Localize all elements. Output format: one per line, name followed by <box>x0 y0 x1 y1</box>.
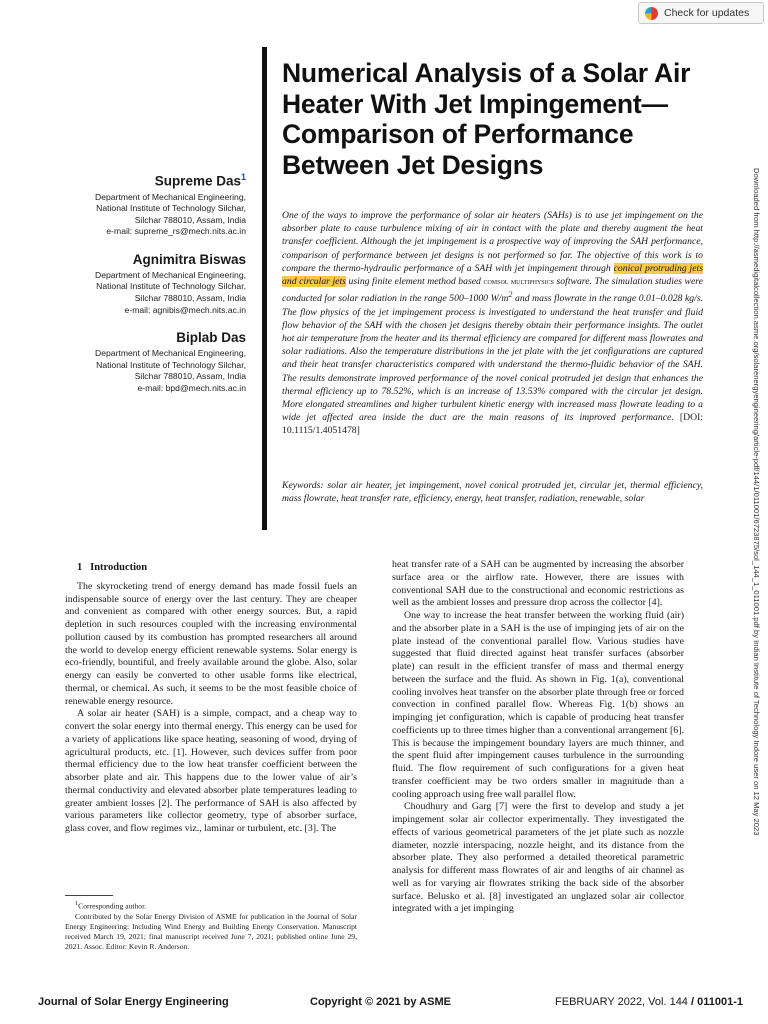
keywords-text: solar air heater, jet impingement, novel conical protruded jet, circular jet, thermal efficiency, mass flowrate, heat transfer rate, efficiency, energy, heat transfer, radiation, renewable, solar <box>282 480 703 505</box>
keywords <box>282 479 703 505</box>
author-address: Silchar 788010, Assam, India <box>134 371 246 382</box>
author-name: Biplab Das <box>176 330 246 346</box>
copyright: Copyright © 2021 by ASME <box>310 996 451 1008</box>
author-block <box>80 172 246 238</box>
footnote-contributed: Contributed by the Solar Energy Division of ASME for publication in the Journal of Solar Energy Engineering: Including Wind Energy and Building Energy Conservation. Manuscript received March 19, 2021; final manuscript received June 7, 2021; published online June 29, 2021. Assoc. Editor: Kevin R. Anderson. <box>65 911 357 951</box>
download-watermark: Downloaded from http://asmedigitalcollection.asme.org/solarenergyengineering/article-pdf/144/1/011001/6723875/sol_144_1_011001.pdf by Indian Institute of Technology Indore user on 12 May 2023 <box>752 168 761 836</box>
paragraph: One way to increase the heat transfer between the working fluid (air) and the absorber plate in a SAH is the use of impinging jets of air on the plate instead of the conventional parallel flow. Various studies have suggested that fluid directed against heat transfer surfaces (absorber plate) can result in the efficient transfer of mass and thermal energy between the surface and the fluid. As shown in Fig. 1(a), conventional cooling involves heat transfer on the absorber plate through free or forced convection in confined parallel flow. Whereas Fig. 1(b) shows an impinging jet configuration, which is capable of producing heat transfer coefficients up to three times higher than a conventional arrangement [6]. This is because the impingement boundary layers are much thinner, and the spent fluid after impingement causes turbulence in the surrounding fluid. The flow requirement of such configurations for a given heat transfer coefficient may be two orders smaller in magnitude than a cooling approach using free wall parallel flow. <box>392 610 684 800</box>
software-name: comsol multiphysics <box>483 276 554 287</box>
check-for-updates-button[interactable] <box>638 2 764 24</box>
title-rule <box>262 47 267 530</box>
body-column-left <box>65 562 357 836</box>
author-affiliation: National Institute of Technology Silchar, <box>96 281 246 292</box>
paragraph: heat transfer rate of a SAH can be augmented by increasing the absorber surface area or the airflow rate. However, there are issues with conventional SAH due to the constructional and economic restrictions as well as the ambient losses and pressure drop across the collector [4]. <box>392 559 684 609</box>
footnote <box>65 899 357 952</box>
author-affiliation: Department of Mechanical Engineering, <box>95 269 246 280</box>
author-affiliation: Department of Mechanical Engineering, <box>95 348 246 359</box>
doi[interactable]: [DOI: 10.1115/1.4051478] <box>282 412 704 437</box>
paragraph: A solar air heater (SAH) is a simple, compact, and a cheap way to convert the solar energy into thermal energy. This energy can be used for a variety of applications like space heating, seasoning of wood, drying of agricultural products, etc. [1]. However, such devices suffer from poor thermal efficiency due to the low heat transfer coefficient between the absorber plate and air. This happens due to the lower value of air’s thermal conductivity and elevated absorber plate temperatures leading to greater ambient losses [2]. The performance of SAH is also affected by various parameters like collector geometry, type of absorber surface, glass cover, and flow regimes viz., laminar or turbulent, etc. [3]. The <box>65 708 357 834</box>
title-line: Between Jet Designs <box>282 149 544 180</box>
author-block <box>80 252 246 316</box>
article-title <box>282 58 712 180</box>
author-address: Silchar 788010, Assam, India <box>134 214 246 225</box>
journal-name: Journal of Solar Energy Engineering <box>38 996 229 1008</box>
author-affiliation: National Institute of Technology Silchar, <box>96 359 246 370</box>
paragraph: Choudhury and Garg [7] were the first to develop and study a jet impingement solar air collector experimentally. They investigated the effects of various geometrical parameters of the jet plate such as nozzle diameter, nozzle interspacing, nozzle height, and its distance from the absorber plate. They also performed a detailed theoretical parametric analysis for different mass flowrates of air and lengths of air channel as well as for varying air flowrates striking the back side of the absorber surface. Belusko et al. [8] investigated an unglazed solar air collector integrated with a jet impinging <box>392 801 684 915</box>
crossmark-icon <box>645 7 658 20</box>
author-email: e-mail: bpd@mech.nits.ac.in <box>137 383 246 394</box>
highlighted-text: conical protruding jets and circular jets <box>282 262 703 288</box>
paragraph: The skyrocketing trend of energy demand has made fossil fuels an indispensable source of energy over the last century. They are cheaper and convenient as compared with other energy sources. But, a rapid depletion in such resources coupled with the increasing environmental pollution caused by its combustion has prompted researchers all around the world to develop energy efficient renewable systems. Solar energy is eco-friendly, bountiful, and freely available around the globe. Also, solar energy can easily be converted to other usable forms like electrical, thermal, or chemical. As such, it seems to be the most feasible choice of renewable energy resource. <box>65 580 357 707</box>
article-number: 011001-1 <box>697 996 743 1008</box>
section-heading: 1 Introduction <box>77 562 148 573</box>
page-footer <box>38 996 743 1012</box>
author-email: e-mail: supreme_rs@mech.nits.ac.in <box>106 226 246 237</box>
author-email: e-mail: agnibis@mech.nits.ac.in <box>124 304 246 315</box>
title-line: Numerical Analysis of a Solar Air <box>282 58 691 88</box>
issue-info: FEBRUARY 2022, Vol. 144 / 011001-1 <box>555 996 743 1008</box>
author-affiliation: Department of Mechanical Engineering, <box>95 191 246 202</box>
author-list <box>80 172 246 409</box>
footnote-rule <box>65 895 113 896</box>
footnote-corresponding: $^1$Corresponding author. <box>75 900 147 911</box>
check-for-updates-label: Check for updates <box>664 7 750 19</box>
author-address: Silchar 788010, Assam, India <box>134 293 246 304</box>
author-name: Supreme Das$^1$ <box>154 172 246 189</box>
corresponding-author-mark[interactable]: 1 <box>240 172 246 182</box>
body-column-right <box>392 559 684 916</box>
keywords-label: Keywords: <box>282 480 324 491</box>
author-block <box>80 330 246 394</box>
abstract: One of the ways to improve the performance of solar air heaters (SAHs) is to use jet impingement on the absorber plate to cause turbulence mixing of air in contact with the plate and thereby augment the heat transfer coefficient. Although the jet impingement is a prospective way of improving the SAH performance, comparison of performance between jet designs is not performed so far. The objective of this work is to compare the thermo-hydraulic performance of a SAH with jet impingement through conical protruding jets and circular jets using finite element method based comsol multiphysics software. The simulation studies were conducted for solar radiation in the range 500–1000 $W/m^2$ and mass flowrate in the range 0.01–0.028 kg/s. The flow physics of the jet impingement process is investigated to understand the heat transfer and fluid flow behavior of the SAH with the chosen jet designs thereby obtain their performance insights. The outlet hot air temperature from the heater and its thermal efficiency are compared for different mass flowrates and solar radiations. Also the temperature distributions in the jet plate with the jet configurations are captured and their heat transfer characteristics compared with understand the thermo-fluidic behavior of the SAH. The results demonstrate improved performance of the novel conical protruded jet design that enhances the thermal efficiency up to 78.52%, which is an increase of 13.53% compared with the circular jet design. More elongated streamlines and higher turbulent kinetic energy with increased mass flowrate leading to a wide jet affected area inside the duct are the main reasons of its improved performance. [DOI: 10.1115/1.4051478] <box>282 210 704 437</box>
author-affiliation: National Institute of Technology Silchar, <box>96 203 246 214</box>
author-name: Agnimitra Biswas <box>132 251 246 267</box>
title-line: Heater With Jet Impingement— <box>282 88 668 119</box>
title-line: Comparison of Performance <box>282 119 634 149</box>
